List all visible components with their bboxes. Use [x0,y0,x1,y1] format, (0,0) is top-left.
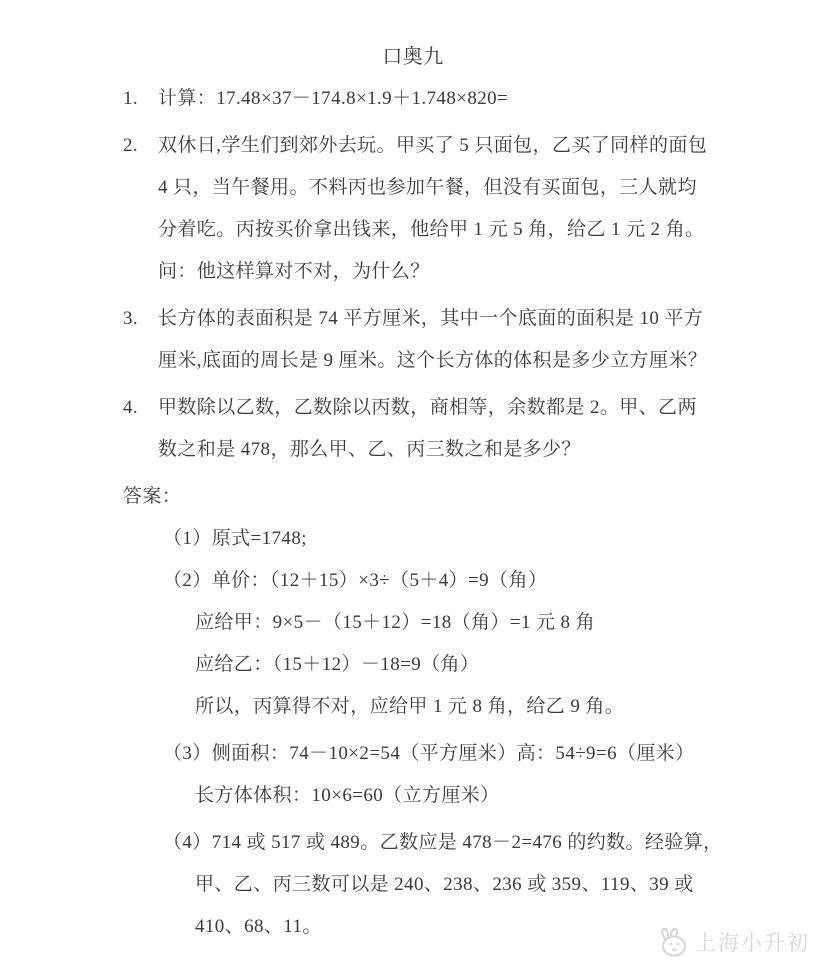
problem-3-line-1 [123,298,717,340]
problem-4-line-2: 数之和是 478，那么甲、乙、丙三数之和是多少？ [158,439,581,460]
problem-3-number: 3. [123,308,139,329]
answer-2-line-3: 应给乙：（15＋12）－18=9（角） [195,654,480,675]
answer-2-line-4: 所以，丙算得不对，应给甲 1 元 8 角，给乙 9 角。 [195,696,625,717]
answer-4-line-1: （4）714 或 517 或 489。乙数应是 478－2=476 的约数。经验算， [163,832,723,853]
answer-1-line-1: （1）原式=1748; [163,528,307,549]
page-title: 口奥九 [382,46,444,68]
problem-4-text: 甲数除以乙数，乙数除以丙数，商相等，余数都是 2。甲、乙两 [158,397,697,418]
answers-heading: 答案： [123,486,182,507]
answer-2-line-1: （2）单价：（12＋15）×3÷（5＋4）=9（角） [163,570,548,591]
problem-3-text: 长方体的表面积是 74 平方厘米，其中一个底面的面积是 10 平方 [158,308,704,329]
problem-1-text: 计算：17.48×37－174.8×1.9＋1.748×820= [158,88,509,109]
problem-2-text: 双休日,学生们到郊外去玩。甲买了 5 只面包，乙买了同样的面包 [158,135,708,156]
document-body [123,36,723,948]
problem-1-number: 1. [123,88,139,109]
answer-3-line-1: （3）侧面积：74－10×2=54（平方厘米）高：54÷9=6（厘米） [163,743,695,764]
problem-2-line-3: 分着吃。丙按买价拿出钱来，他给甲 1 元 5 角，给乙 1 元 2 角。 [158,219,705,240]
answer-4-line-2: 甲、乙、丙三数可以是 240、238、236 或 359、119、39 或 [195,874,694,895]
watermark-text: 上海小升初 [695,932,810,955]
mascot-icon [655,927,689,957]
watermark [655,927,810,957]
problem-4-number: 4. [123,397,139,418]
problem-3-line-2: 厘米,底面的周长是 9 厘米。这个长方体的体积是多少立方厘米？ [158,350,708,371]
problem-4-line-1 [123,387,717,429]
problem-2-number: 2. [123,135,139,156]
problem-2-line-2: 4 只，当午餐用。不料丙也参加午餐，但没有买面包，三人就均 [158,177,697,198]
problem-2-line-1 [123,125,717,167]
answer-4-line-3: 410、68、11。 [195,916,322,937]
answer-3-line-2: 长方体体积：10×6=60（立方厘米） [195,785,500,806]
problem-1-line-1 [123,78,717,120]
problem-2-line-4: 问：他这样算对不对，为什么？ [158,261,430,282]
answer-2-line-2: 应给甲：9×5－（15＋12）=18（角）=1 元 8 角 [195,612,595,633]
